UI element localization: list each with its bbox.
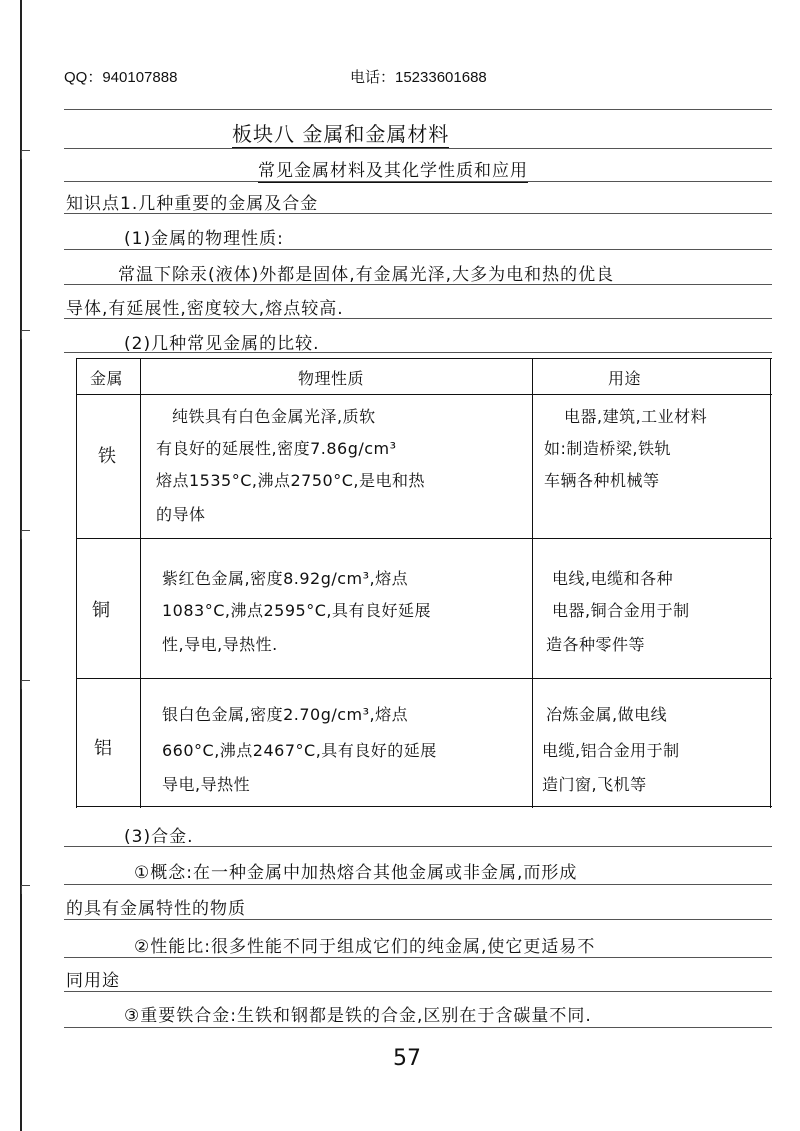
table-row-property: 导电,导热性	[162, 775, 251, 794]
table-row-metal: 铁	[98, 446, 117, 467]
metals-comparison-table	[76, 358, 772, 808]
table-row-property: 紫红色金属,密度8.92g/cm³,熔点	[162, 569, 409, 588]
page-title	[232, 118, 449, 147]
body-line: 导体,有延展性,密度较大,熔点较高.	[66, 299, 344, 319]
table-row-use: 造门窗,飞机等	[542, 775, 647, 794]
binding-mark	[21, 885, 30, 894]
table-row-property: 纯铁具有白色金属光泽,质软	[172, 407, 376, 426]
page-number: 57	[393, 1046, 421, 1071]
ruled-line	[64, 957, 772, 958]
table-header-uses: 用途	[608, 369, 642, 388]
section-heading: 知识点1.几种重要的金属及合金	[66, 194, 319, 214]
table-row-use: 电线,电缆和各种	[552, 569, 674, 588]
binding-line	[20, 0, 22, 1131]
table-row-use: 电器,铜合金用于制	[552, 601, 690, 620]
table-row-use: 电缆,铝合金用于制	[542, 741, 680, 760]
table-row-metal: 铜	[92, 600, 111, 621]
table-row-use: 电器,建筑,工业材料	[564, 407, 708, 426]
ruled-line	[64, 249, 772, 250]
table-header-properties: 物理性质	[298, 369, 365, 388]
body-line: ③重要铁合金:生铁和钢都是铁的合金,区别在于含碳量不同.	[124, 1006, 592, 1026]
table-row-property: 银白色金属,密度2.70g/cm³,熔点	[162, 705, 409, 724]
subsection-heading: (3)合金.	[124, 827, 194, 847]
body-line: ②性能比:很多性能不同于组成它们的纯金属,使它更适易不	[134, 937, 596, 957]
body-line: ①概念:在一种金属中加热熔合其他金属或非金属,而形成	[134, 863, 578, 883]
ruled-line	[64, 919, 772, 920]
table-row-property: 的导体	[156, 505, 206, 524]
table-row-use: 车辆各种机械等	[544, 471, 660, 490]
page-subtitle	[258, 156, 528, 181]
table-row-property: 熔点1535°C,沸点2750°C,是电和热	[156, 471, 425, 490]
page-title-text: 板块八 金属和金属材料	[232, 122, 450, 146]
ruled-line	[64, 109, 772, 110]
table-row-property: 1083°C,沸点2595°C,具有良好延展	[162, 601, 431, 620]
binding-mark	[21, 530, 30, 539]
table-row-use: 如:制造桥梁,铁轨	[544, 439, 671, 458]
ruled-line	[64, 148, 772, 149]
table-row-use: 造各种零件等	[546, 635, 646, 654]
table-row-metal: 铝	[94, 738, 113, 759]
table-row-property: 660°C,沸点2467°C,具有良好的延展	[162, 741, 437, 760]
table-header-metal: 金属	[90, 369, 124, 388]
subsection-heading: (1)金属的物理性质:	[124, 229, 284, 249]
binding-mark	[21, 680, 30, 689]
binding-mark	[21, 330, 30, 339]
body-line: 同用途	[66, 971, 120, 991]
body-line: 常温下除汞(液体)外都是固体,有金属光泽,大多为电和热的优良	[118, 265, 615, 285]
page-subtitle-text: 常见金属材料及其化学性质和应用	[258, 161, 528, 181]
table-row-property: 有良好的延展性,密度7.86g/cm³	[156, 439, 397, 458]
ruled-line	[64, 1027, 772, 1028]
ruled-line	[64, 884, 772, 885]
subsection-heading: (2)几种常见金属的比较.	[124, 334, 320, 354]
table-row-use: 冶炼金属,做电线	[546, 705, 668, 724]
header-qq: QQ：940107888	[64, 69, 178, 86]
binding-mark	[21, 150, 30, 159]
body-line: 的具有金属特性的物质	[66, 899, 246, 919]
header-phone: 电话：15233601688	[350, 69, 487, 86]
ruled-line	[64, 991, 772, 992]
table-row-property: 性,导电,导热性.	[162, 635, 278, 654]
